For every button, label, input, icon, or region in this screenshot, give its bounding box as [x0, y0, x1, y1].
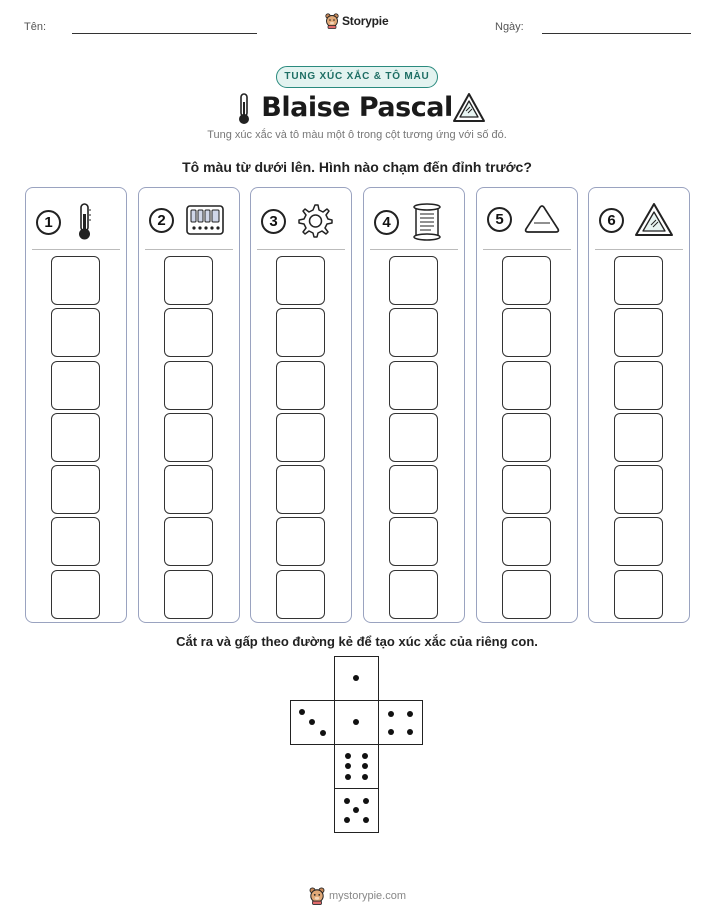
die-pip — [362, 753, 368, 759]
color-box[interactable] — [614, 308, 663, 357]
die-pip — [353, 807, 359, 813]
color-box[interactable] — [276, 308, 325, 357]
die-pip — [362, 763, 368, 769]
color-box[interactable] — [389, 413, 438, 462]
color-box[interactable] — [614, 413, 663, 462]
color-box[interactable] — [502, 465, 551, 514]
column-divider — [257, 249, 345, 250]
die-pip — [407, 711, 413, 717]
color-box[interactable] — [164, 413, 213, 462]
die-pip — [345, 763, 351, 769]
gear-icon — [296, 202, 334, 240]
color-box[interactable] — [164, 256, 213, 305]
color-box[interactable] — [502, 570, 551, 619]
color-box[interactable] — [276, 517, 325, 566]
die-pip — [362, 774, 368, 780]
color-box[interactable] — [502, 256, 551, 305]
color-box[interactable] — [614, 361, 663, 410]
color-box[interactable] — [164, 308, 213, 357]
die-pip — [388, 711, 394, 717]
color-box[interactable] — [502, 517, 551, 566]
die-pip — [344, 798, 350, 804]
column-divider — [483, 249, 571, 250]
column-5 — [476, 187, 578, 623]
die-face-4 — [378, 700, 423, 745]
color-box[interactable] — [389, 308, 438, 357]
title-row — [0, 92, 714, 126]
color-box[interactable] — [51, 570, 100, 619]
color-box[interactable] — [51, 517, 100, 566]
die-face-6 — [334, 744, 379, 789]
color-box[interactable] — [276, 465, 325, 514]
column-number: 3 — [261, 209, 286, 234]
color-box[interactable] — [389, 517, 438, 566]
column-4 — [363, 187, 465, 623]
color-box[interactable] — [51, 308, 100, 357]
color-box[interactable] — [502, 361, 551, 410]
color-box[interactable] — [276, 256, 325, 305]
die-pip — [345, 774, 351, 780]
column-number: 6 — [599, 208, 624, 233]
column-2 — [138, 187, 240, 623]
cut-instruction: Cắt ra và gấp theo đường kẻ để tạo xúc xắc của riêng con. — [176, 634, 538, 649]
color-box[interactable] — [276, 413, 325, 462]
color-box[interactable] — [164, 361, 213, 410]
color-box[interactable] — [614, 570, 663, 619]
color-box[interactable] — [276, 570, 325, 619]
activity-badge: TUNG XÚC XẮC & TÔ MÀU — [276, 66, 438, 88]
die-face-5 — [334, 788, 379, 833]
color-box[interactable] — [51, 256, 100, 305]
triangle-icon — [522, 202, 562, 236]
color-box[interactable] — [389, 465, 438, 514]
color-box[interactable] — [164, 570, 213, 619]
die-pip — [388, 729, 394, 735]
scroll-icon — [409, 202, 445, 242]
die-pip — [363, 817, 369, 823]
die-pip — [299, 709, 305, 715]
page-subtitle: Tung xúc xắc và tô màu một ô trong cột tương ứng với số đó. — [207, 129, 507, 141]
die-pip — [407, 729, 413, 735]
column-divider — [595, 249, 683, 250]
column-3 — [250, 187, 352, 623]
footer-url[interactable]: mystorypie.com — [329, 890, 407, 902]
color-box[interactable] — [502, 308, 551, 357]
color-box[interactable] — [502, 413, 551, 462]
thermometer-icon — [71, 202, 97, 242]
column-number: 5 — [487, 207, 512, 232]
die-pip — [363, 798, 369, 804]
column-divider — [32, 249, 120, 250]
column-number: 2 — [149, 208, 174, 233]
color-box[interactable] — [614, 256, 663, 305]
coloring-instruction: Tô màu từ dưới lên. Hình nào chạm đến đỉnh trước? — [182, 159, 532, 175]
date-line[interactable] — [542, 33, 691, 34]
calculating-machine-icon — [184, 202, 226, 238]
column-divider — [370, 249, 458, 250]
color-box[interactable] — [389, 256, 438, 305]
color-box[interactable] — [276, 361, 325, 410]
color-box[interactable] — [51, 361, 100, 410]
bear-mascot-icon — [309, 887, 325, 905]
color-box[interactable] — [51, 413, 100, 462]
color-box[interactable] — [389, 361, 438, 410]
pascal-triangle-icon — [452, 92, 486, 124]
die-face-1-center — [334, 700, 379, 745]
die-pip — [353, 675, 359, 681]
color-box[interactable] — [164, 465, 213, 514]
column-6 — [588, 187, 690, 623]
color-box[interactable] — [164, 517, 213, 566]
color-box[interactable] — [614, 517, 663, 566]
color-box[interactable] — [614, 465, 663, 514]
column-1 — [25, 187, 127, 623]
color-box[interactable] — [389, 570, 438, 619]
die-face-1 — [334, 656, 379, 701]
brand-logo — [325, 13, 388, 29]
name-line[interactable] — [72, 33, 257, 34]
die-pip — [344, 817, 350, 823]
pascal-triangle-icon — [634, 202, 674, 238]
column-number: 4 — [374, 210, 399, 235]
die-pip — [309, 719, 315, 725]
name-label: Tên: — [24, 21, 47, 33]
column-divider — [145, 249, 233, 250]
bear-mascot-icon — [325, 13, 339, 29]
die-pip — [320, 730, 326, 736]
date-label: Ngày: — [495, 21, 524, 33]
die-pip — [345, 753, 351, 759]
die-pip — [353, 719, 359, 725]
footer — [309, 887, 406, 905]
page-title: Blaise Pascal — [261, 92, 453, 123]
brand-name: Storypie — [342, 14, 389, 28]
column-number: 1 — [36, 210, 61, 235]
color-box[interactable] — [51, 465, 100, 514]
die-face-3 — [290, 700, 335, 745]
